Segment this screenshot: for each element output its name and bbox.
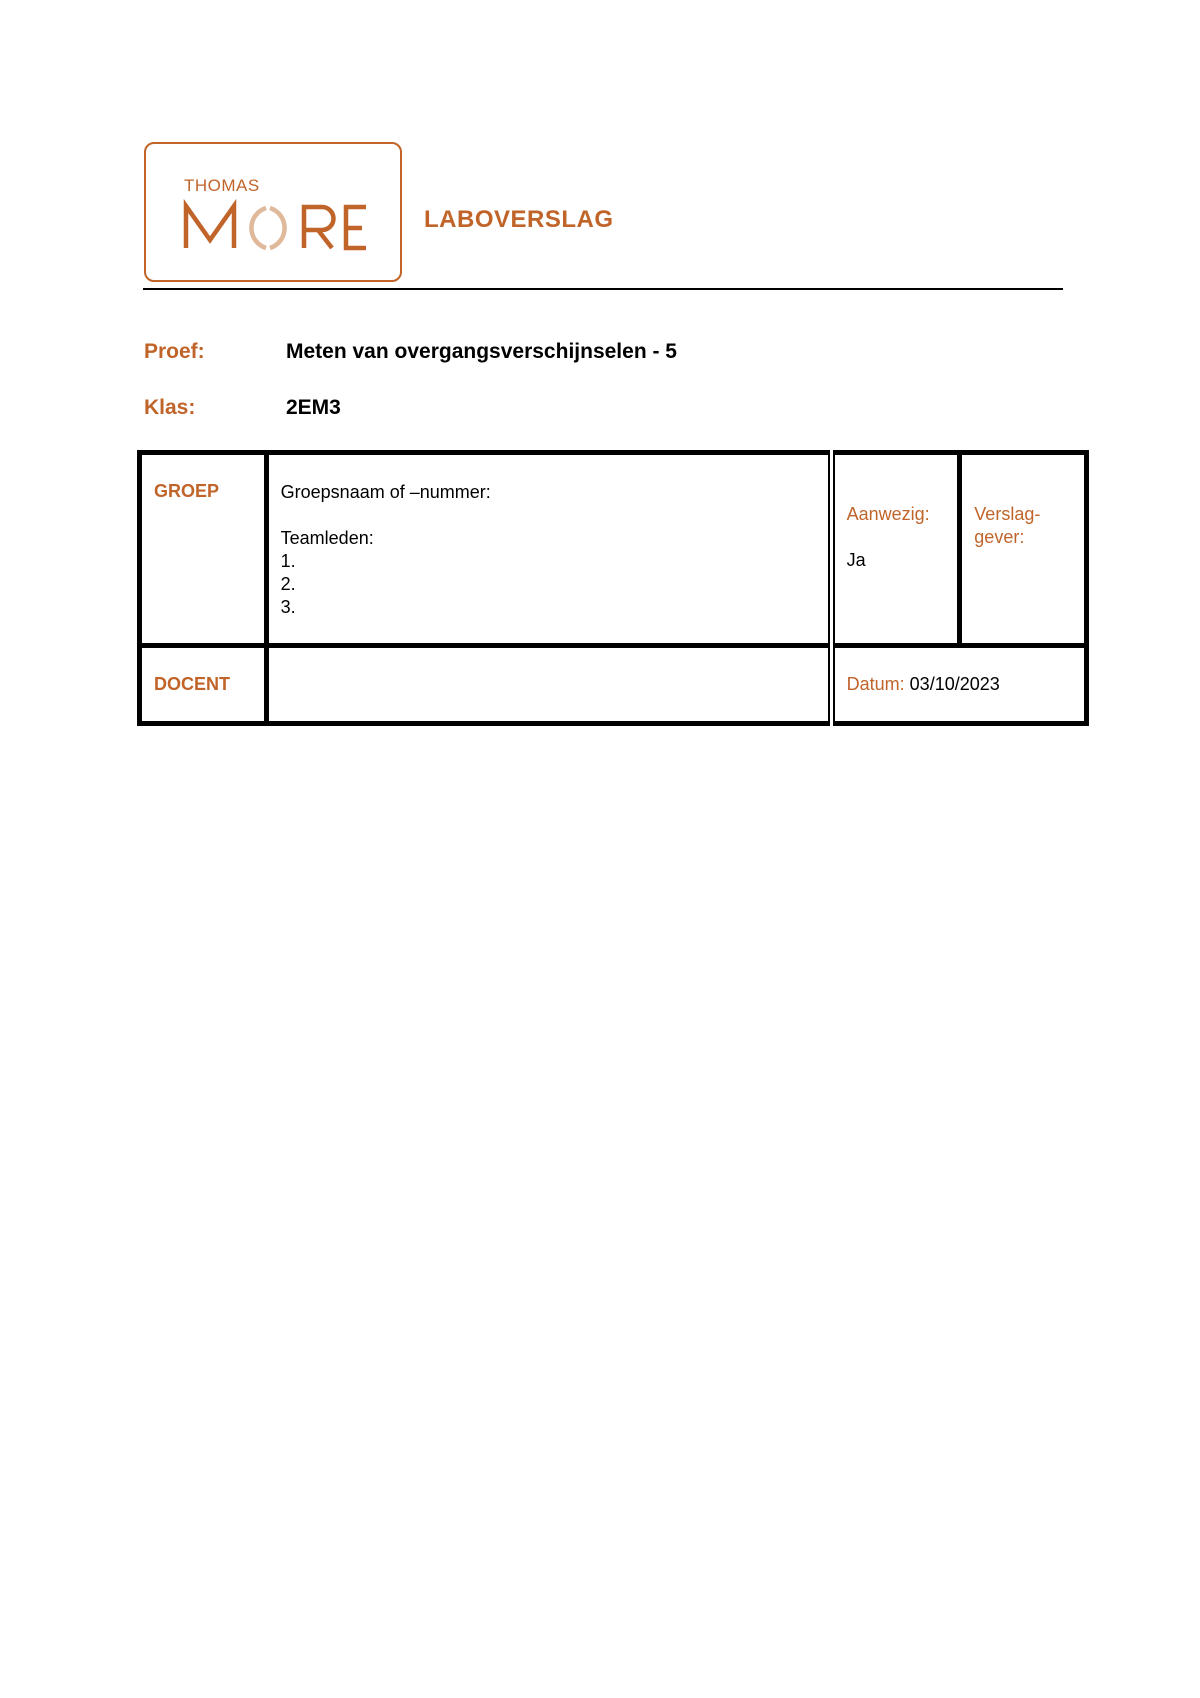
docent-label-cell <box>140 646 267 724</box>
klas-label: Klas: <box>144 396 196 419</box>
member-3: 3. <box>280 597 296 617</box>
aanwezig-label: Aanwezig: <box>846 504 930 524</box>
group-info-table <box>137 450 1089 726</box>
datum-label: Datum: <box>846 674 905 694</box>
member-1: 1. <box>280 551 296 571</box>
datum-value: 03/10/2023 <box>909 674 1000 694</box>
proef-label: Proef: <box>144 340 205 363</box>
member-2: 2. <box>280 574 296 594</box>
teamleden-label: Teamleden: <box>280 528 374 548</box>
docent-value-cell <box>266 646 831 724</box>
header-divider <box>143 288 1063 290</box>
verslaggever-cell <box>960 453 1087 646</box>
proef-value: Meten van overgangsverschijnselen - 5 <box>286 340 677 363</box>
docent-label: DOCENT <box>154 674 230 694</box>
datum-cell <box>831 646 1086 724</box>
groepsnaam-label: Groepsnaam of –nummer: <box>280 482 491 502</box>
verslaggever-label-line2: gever: <box>974 527 1025 547</box>
document-title: LABOVERSLAG <box>424 206 614 233</box>
aanwezig-value: Ja <box>846 550 866 570</box>
docent-row <box>140 646 1087 724</box>
verslaggever-label-line1: Verslag- <box>974 504 1041 524</box>
groep-details-cell <box>266 453 831 646</box>
klas-value: 2EM3 <box>286 396 341 419</box>
aanwezig-cell <box>831 453 960 646</box>
thomas-more-logo <box>144 142 402 282</box>
logo-mark <box>146 144 404 284</box>
docent-value <box>269 648 828 674</box>
svg-text:THOMAS: THOMAS <box>184 176 260 195</box>
groep-row <box>140 453 1087 646</box>
groep-label-cell <box>140 453 267 646</box>
groep-label: GROEP <box>154 481 220 501</box>
